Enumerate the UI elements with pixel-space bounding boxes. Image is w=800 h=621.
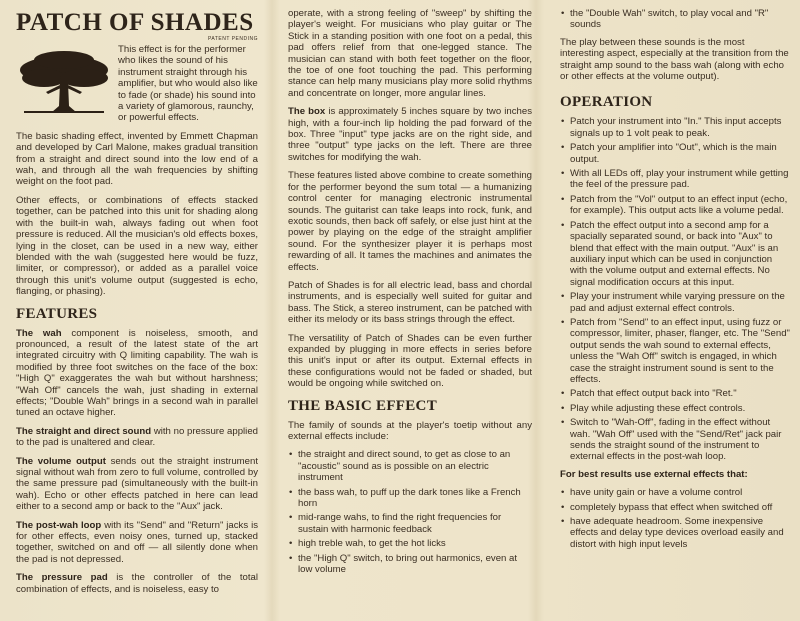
paragraph-basic-shading: The basic shading effect, invented by Emmett Chapman and developed by Carl Malone, makes gradual transition from a straight and direct sound into the low end of a wah, and through all the wah frequencies by shifting weight on the foot pad. (16, 130, 258, 188)
list-item: • high treble wah, to get the hot licks (288, 538, 532, 549)
basic-effect-list (288, 449, 532, 575)
feature-box: The box is approximately 5 inches square by two inches high, with a four-inch lip holding the pad forward of the box. Three "input" type jacks are on the right side, and three "output" type jacks on the left. There are three switches for modifying the wah. (288, 106, 533, 163)
basic-effect-list-continued (560, 8, 790, 31)
column-1 (4, 0, 266, 621)
best-results-heading: For best results use external effects that: (560, 468, 748, 480)
list-item: • the "Double Wah" switch, to play vocal and "R" sounds (560, 8, 790, 31)
list-item: • Patch from the "Vol" output to an effect input (echo, for example). This output acts like a volume pedal. (560, 194, 790, 217)
basic-effect-intro: The family of sounds at the player's toetip without any external effects include: (288, 419, 532, 442)
page-title: PATCH OF SHADES (16, 9, 254, 36)
best-results-list (560, 487, 790, 550)
list-item: • Play while adjusting these effect controls. (560, 403, 790, 414)
list-item: • the bass wah, to puff up the dark tones like a French horn (288, 487, 532, 510)
intro-paragraph: This effect is for the performer who likes the sound of his instrument straight through his amplifier, but who would also like to fade (or shade) his sound into a variety of glamorous, raunchy, or powerful effects. (118, 44, 258, 124)
feature-wah: The wah component is noiseless, smooth, and pronounced, a result of the latest state of the art integrated circuitry with Q limiting capability. The wah is modified by three foot switches on the face of the box: "High Q" exaggerates the wah but without harshness; "Wah Off" cancels the wah, just shading in external effects; "Double Wah" brings in a second wah in parallel tuned an octave higher. (16, 327, 258, 419)
basic-effect-heading: THE BASIC EFFECT (288, 397, 437, 414)
feature-straight-sound: The straight and direct sound with no pressure applied to the pad is unaltered and clear. (16, 425, 258, 449)
list-item: • Play your instrument while varying pressure on the pad and adjust external effect controls. (560, 291, 790, 314)
list-item: • the straight and direct sound, to get as close to an "acoustic" sound as is possible on an electric instrument (288, 449, 532, 483)
paragraph-instruments: Patch of Shades is for all electric lead, bass and chordal instruments, and is especially well suited for guitar and bass. The Stick, a stereo instrument, can be patched with either its melody or its bass strings through the effect. (288, 279, 532, 326)
feature-pressure-pad: The pressure pad is the controller of the total combination of effects, and is noiseless, easy to (16, 572, 258, 595)
feature-post-wah-loop: The post-wah loop with its "Send" and "Return" jacks is for other effects, even noisy ones, turned up, stacked together, switched on and off — all silently done when the pad is not depressed. (16, 519, 258, 565)
paragraph-versatility: The versatility of Patch of Shades can be even further expanded by plugging in more effects in series before this unit's input or after its output. External effects in these configurations would not be faded or shaded, but would be ongoing while switched on. (288, 332, 532, 390)
features-heading: FEATURES (16, 305, 98, 322)
patent-pending-label: PATENT PENDING (207, 36, 258, 42)
tree-icon (16, 48, 112, 118)
intro-block (16, 44, 258, 131)
paragraph-play-between: The play between these sounds is the most interesting aspect, especially at the transition from the straight amp sound to the bass wah (along with echo or other effects at the volume output). (560, 36, 789, 83)
list-item: • With all LEDs off, play your instrument while getting the feel of the pressure pad. (560, 168, 790, 191)
paragraph-pad-continued: operate, with a strong feeling of "sweep" by shifting the player's weight. For musicians who play guitar or The Stick in a standing position with one foot on a pedal, this pad offers relief from that one-legged stance. The musician can stand with both feet together on the floor, the toe of one foot touching the pad. This performing stance can help many musicians play more solid rhythms and concentrate on longer, more angular lines. (288, 8, 532, 99)
paragraph-other-effects: Other effects, or combinations of effects stacked together, can be patched into this unit for shading along with the built-in wah, always fading out when foot pressure is reduced. All the musician's old effects boxes, lying in the closet, can be used in a new way, either blended with the wah (suggested here would be fuzz, limiter, or compressor), or added as a parallel voice through this unit's volume output (suggested is echo, flanging, or phasing). (16, 194, 258, 298)
list-item: • have unity gain or have a volume control (560, 487, 790, 498)
list-item: • have adequate headroom. Some inexpensive effects and delay type devices overload easily and distort with high input levels (560, 516, 790, 550)
list-item: • completely bypass that effect when switched off (560, 502, 790, 513)
list-item: • Switch to "Wah-Off", fading in the effect without wah. "Wah Off" used with the "Send/Ret" jack pair sends the straight sound of the instrument to external effects in the post-wah loop. (560, 417, 790, 463)
list-item: • Patch the effect output into a second amp for a spacially separated sound, or back into "Aux" to blend that effect with the main output. "Aux" is an auxiliary input which can be used in conjunction with the volume output and external effects. No signal modification occurs at this input. (560, 220, 790, 288)
feature-volume-output: The volume output sends out the straight instrument signal without wah from zero to full volume, controlled by the same pressure pad (simultaneously with the built-in wah). Echo or other effects patched in here can lead either to a second amp or back to the "Aux" jack. (16, 455, 258, 513)
column-2 (276, 0, 540, 621)
paragraph-humanizing: These features listed above combine to create something for the performer beyond the sum total — a humanizing control center for managing electronic instrumental sounds. The guitarist can take leaps into rock, funk, and exotic sounds, then back off safely, or else just hint at the power by playing on the edge of the straight amplifier sound. For the synthesizer player it is perhaps most rewarding of all. It tames the machines and animates the effects. (288, 170, 532, 273)
list-item: • the "High Q" switch, to bring out harmonics, even at low volume (288, 553, 532, 576)
column-3 (548, 0, 798, 621)
list-item: • Patch from "Send" to an effect input, using fuzz or compressor, limiter, phaser, flanger, etc. The "Send" output sends the wah sound to external effects, unless the "Wah Off" switch is engaged, in which case the straight instrument sound is sent to the effects. (560, 317, 790, 385)
list-item: • Patch your amplifier into "Out", which is the main output. (560, 142, 790, 165)
list-item: • Patch your instrument into "In." This input accepts signals up to 1 volt peak to peak. (560, 116, 790, 139)
operation-heading: OPERATION (560, 94, 653, 111)
list-item: • Patch that effect output back into "Ret." (560, 388, 790, 399)
list-item: • mid-range wahs, to find the right frequencies for sustain with harmonic feedback (288, 512, 532, 535)
operation-steps (560, 116, 790, 462)
